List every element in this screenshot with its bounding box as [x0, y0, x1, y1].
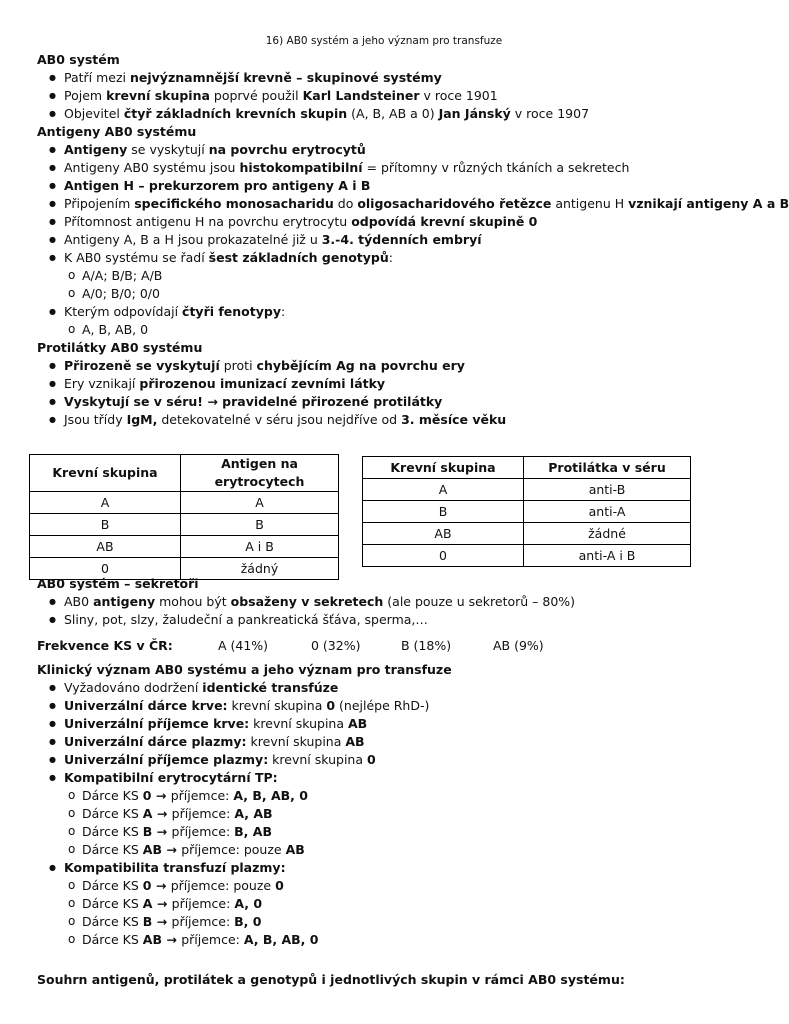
section-heading: Klinický význam AB0 systému a jeho význam pro transfuze — [37, 662, 452, 677]
table-cell: B — [363, 501, 524, 523]
table-row — [30, 492, 339, 514]
list-item: ● Antigen H – prekurzorem pro antigeny A i B — [37, 177, 737, 195]
bullet-list — [37, 141, 789, 339]
table-row — [363, 479, 691, 501]
frequency-line — [37, 637, 737, 655]
table-header-cell: Antigen na erytrocytech — [181, 455, 339, 492]
table-header-row — [30, 455, 339, 492]
table-cell: 0 — [30, 558, 181, 580]
arrow-right-icon: → — [152, 896, 172, 911]
table-cell: A — [181, 492, 339, 514]
section-heading: AB0 systém – sekretoři — [37, 576, 199, 591]
table-cell: anti-A — [524, 501, 691, 523]
arrow-right-icon: → — [151, 878, 171, 893]
sub-list-item: o A/0; B/0; 0/0 — [37, 285, 737, 303]
sub-list-item: o Dárce KS 0 → příjemce: pouze 0 — [37, 877, 737, 895]
table-row — [363, 545, 691, 567]
arrow-right-icon: → — [162, 932, 182, 947]
bullet-list — [37, 679, 737, 949]
section-heading: Protilátky AB0 systému — [37, 340, 203, 355]
sub-list-item: o Dárce KS A → příjemce: A, 0 — [37, 895, 737, 913]
frequency-a: A (41%) — [218, 638, 269, 653]
frequency-ab: AB (9%) — [493, 638, 544, 653]
list-item: ● Kompatibilita transfuzí plazmy: — [37, 859, 737, 877]
list-item: ● AB0 antigeny mohou být obsaženy v sekretech (ale pouze u sekretorů – 80%) — [37, 593, 737, 611]
arrow-right-icon: → — [152, 806, 172, 821]
table-header-cell: Protilátka v séru — [524, 457, 691, 479]
arrow-right-icon: → — [152, 914, 172, 929]
frequency-label: Frekvence KS v ČR: — [37, 638, 173, 653]
list-item: ● Univerzální příjemce plazmy: krevní skupina 0 — [37, 751, 737, 769]
section-antigens — [37, 123, 789, 339]
table-header-row — [363, 457, 691, 479]
section-antibodies — [37, 339, 737, 429]
bullet-list — [37, 69, 737, 123]
list-item: ● Patří mezi nejvýznamnější krevně – skupinové systémy — [37, 69, 737, 87]
arrow-right-icon: → — [151, 788, 171, 803]
table-cell: B — [30, 514, 181, 536]
bullet-list — [37, 593, 737, 629]
list-item: ● Univerzální dárce plazmy: krevní skupina AB — [37, 733, 737, 751]
section-heading: Antigeny AB0 systému — [37, 124, 197, 139]
table-cell: AB — [30, 536, 181, 558]
table-cell: anti-B — [524, 479, 691, 501]
sub-list-item: o Dárce KS B → příjemce: B, 0 — [37, 913, 737, 931]
antibody-table — [362, 456, 691, 567]
list-item: ● Sliny, pot, slzy, žaludeční a pankreatická šťáva, sperma,… — [37, 611, 737, 629]
sub-list-item: o Dárce KS AB → příjemce: A, B, AB, 0 — [37, 931, 737, 949]
table-cell: A — [30, 492, 181, 514]
list-item: ● Jsou třídy IgM, detekovatelné v séru jsou nejdříve od 3. měsíce věku — [37, 411, 737, 429]
table-row — [363, 523, 691, 545]
sub-list-item: o Dárce KS B → příjemce: B, AB — [37, 823, 737, 841]
list-item: ● Ery vznikají přirozenou imunizací zevními látky — [37, 375, 737, 393]
table-row — [30, 514, 339, 536]
table-row — [363, 501, 691, 523]
section-ab0-system — [37, 51, 737, 123]
section-clinical-significance — [37, 661, 737, 949]
table-cell: A i B — [181, 536, 339, 558]
list-item: ● Kompatibilní erytrocytární TP: — [37, 769, 737, 787]
section-heading: AB0 systém — [37, 52, 120, 67]
table-header-cell: Krevní skupina — [30, 455, 181, 492]
sub-list-item: o A, B, AB, 0 — [37, 321, 737, 339]
bullet-list — [37, 357, 737, 429]
list-item: ● Antigeny AB0 systému jsou histokompatibilní = přítomny v různých tkáních a sekretech — [37, 159, 737, 177]
table-cell: B — [181, 514, 339, 536]
list-item: ● Antigeny se vyskytují na povrchu erytrocytů — [37, 141, 737, 159]
list-item: ● Pojem krevní skupina poprvé použil Karl Landsteiner v roce 1901 — [37, 87, 737, 105]
list-item: ● Kterým odpovídají čtyři fenotypy: — [37, 303, 737, 321]
table-cell: anti-A i B — [524, 545, 691, 567]
frequency-b: B (18%) — [401, 638, 452, 653]
section-secretors — [37, 575, 737, 629]
list-item: ● Přirozeně se vyskytují proti chybějícím Ag na povrchu ery — [37, 357, 737, 375]
sub-list-item: o Dárce KS 0 → příjemce: A, B, AB, 0 — [37, 787, 737, 805]
list-item: ● K AB0 systému se řadí šest základních genotypů: — [37, 249, 737, 267]
antigen-table — [29, 454, 339, 580]
list-item: ● Univerzální příjemce krve: krevní skupina AB — [37, 715, 737, 733]
sub-list-item: o A/A; B/B; A/B — [37, 267, 737, 285]
section-heading: Souhrn antigenů, protilátek a genotypů i jednotlivých skupin v rámci AB0 systému: — [37, 972, 625, 987]
page-title: 16) AB0 systém a jeho význam pro transfuze — [265, 35, 503, 47]
list-item: ● Připojením specifického monosacharidu do oligosacharidového řetězce antigenu H vznikají antigeny A a B — [37, 195, 737, 213]
table-cell: žádné — [524, 523, 691, 545]
arrow-right-icon: → — [152, 824, 172, 839]
table-cell: žádný — [181, 558, 339, 580]
sub-list-item: o Dárce KS AB → příjemce: pouze AB — [37, 841, 737, 859]
frequency-0: 0 (32%) — [311, 638, 361, 653]
list-item: ● Vyskytují se v séru! → pravidelné přirozené protilátky — [37, 393, 737, 411]
section-summary — [37, 971, 737, 989]
table-cell: A — [363, 479, 524, 501]
table-cell: AB — [363, 523, 524, 545]
list-item: ● Univerzální dárce krve: krevní skupina 0 (nejlépe RhD-) — [37, 697, 737, 715]
list-item: ● Antigeny A, B a H jsou prokazatelné již u 3.-4. týdenních embryí — [37, 231, 737, 249]
list-item: ● Objevitel čtyř základních krevních skupin (A, B, AB a 0) Jan Jánský v roce 1907 — [37, 105, 737, 123]
table-header-cell: Krevní skupina — [363, 457, 524, 479]
arrow-right-icon: → — [207, 394, 218, 409]
table-row — [30, 536, 339, 558]
arrow-right-icon: → — [162, 842, 182, 857]
table-cell: 0 — [363, 545, 524, 567]
list-item: ● Přítomnost antigenu H na povrchu erytrocytu odpovídá krevní skupině 0 — [37, 213, 737, 231]
sub-list-item: o Dárce KS A → příjemce: A, AB — [37, 805, 737, 823]
list-item: ● Vyžadováno dodržení identické transfúze — [37, 679, 737, 697]
